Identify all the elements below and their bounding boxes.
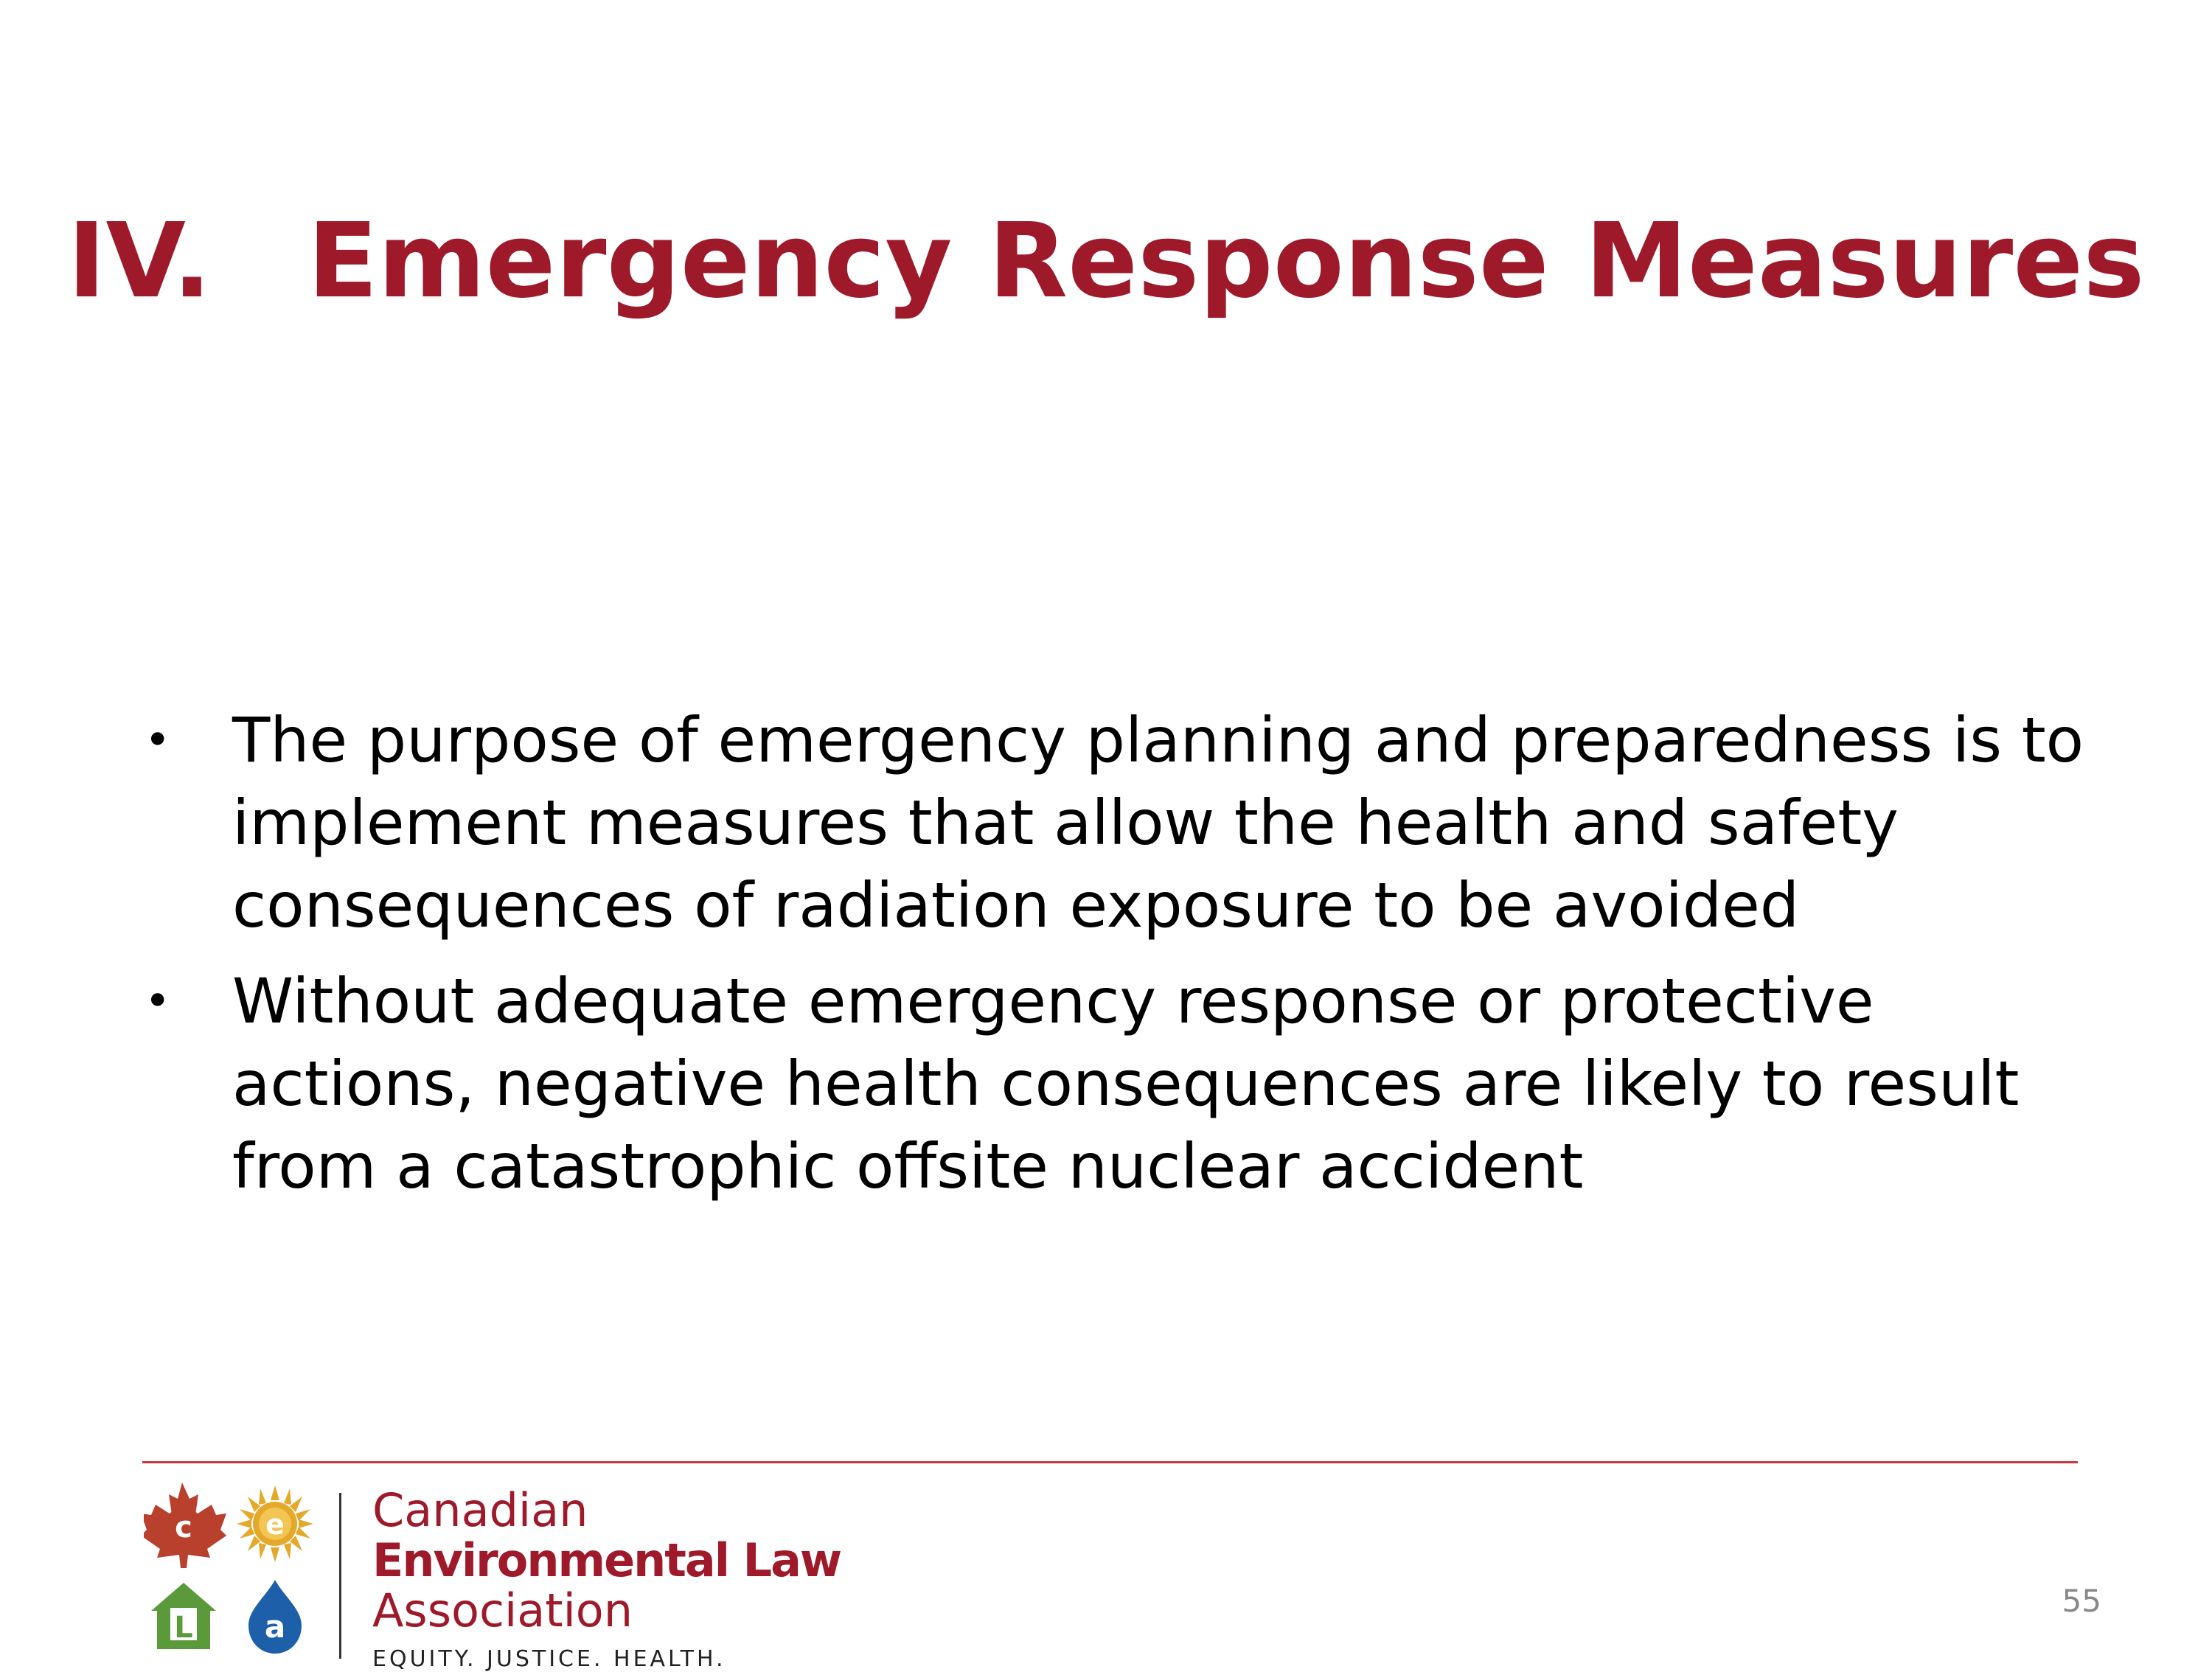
svg-text:L: L xyxy=(174,1611,193,1645)
slide-title xyxy=(0,199,2212,324)
logo-line-2: Environmental Law xyxy=(372,1533,841,1587)
svg-text:a: a xyxy=(264,1609,286,1645)
logo-separator xyxy=(339,1493,341,1659)
logo-line-3: Association xyxy=(372,1584,633,1637)
footer-divider xyxy=(142,1461,2078,1463)
bullet-list xyxy=(140,699,2131,1221)
bullet-text: Without adequate emergency response or protective actions, negative health consequences are likely to result from a catastrophic offsite nuclear accident xyxy=(232,965,2020,1202)
bullet-icon: • xyxy=(145,975,171,1027)
cela-logo xyxy=(144,1478,841,1672)
logo-tagline: EQUITY. JUSTICE. HEALTH. xyxy=(372,1646,726,1672)
page-number: 55 xyxy=(2062,1583,2101,1619)
logo-wordmark xyxy=(372,1485,841,1672)
bullet-icon: • xyxy=(145,714,171,766)
bullet-text: The purpose of emergency planning and preparedness is to implement measures that allow the health and safety consequences of radiation exposure to be avoided xyxy=(232,704,2084,941)
svg-text:e: e xyxy=(265,1508,285,1541)
title-text: Emergency Response Measures xyxy=(307,201,2145,321)
logo-line-1: Canadian xyxy=(372,1483,588,1537)
svg-text:c: c xyxy=(175,1511,192,1544)
bullet-item xyxy=(140,699,2131,947)
bullet-item xyxy=(140,960,2131,1208)
cela-logo-mark-icon xyxy=(144,1478,321,1659)
title-number: IV. xyxy=(67,201,212,321)
